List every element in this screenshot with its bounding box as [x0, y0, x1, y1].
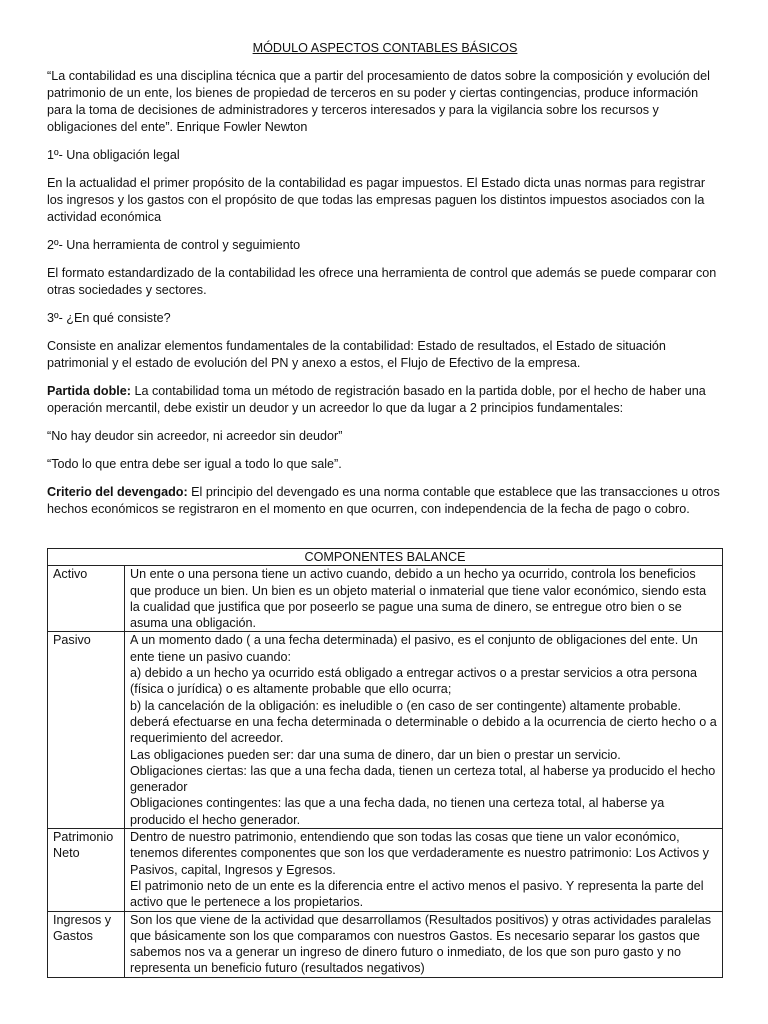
row-key: Patrimonio Neto	[48, 829, 125, 911]
partida-doble-paragraph	[47, 383, 723, 417]
row-line: Obligaciones ciertas: las que a una fecha dada, tienen un certeza total, al haberse ya producido el hecho generador	[130, 763, 716, 795]
partida-doble-body: La contabilidad toma un método de registración basado en la partida doble, por el hecho de haber una operación mercantil, debe existir un deudor y un acreedor lo que da lugar a 2 principios fundamentales:	[47, 384, 706, 415]
section1-heading: 1º- Una obligación legal	[47, 148, 180, 162]
row-line: b) la cancelación de la obligación: es ineludible o (en caso de ser contingente) altamente probable. deberá efectuarse en una fecha determinada o determinable o debido a la ocurrencia de cierto hecho o a requerimiento del acreedor.	[130, 698, 717, 746]
row-value	[125, 911, 723, 977]
row-line: El patrimonio neto de un ente es la diferencia entre el activo menos el pasivo. Y representa la parte del activo que le pertenece a los propietarios.	[130, 878, 704, 910]
row-key: Ingresos y Gastos	[48, 911, 125, 977]
row-value	[125, 829, 723, 911]
row-value	[125, 566, 723, 632]
table-row	[48, 632, 723, 829]
componentes-balance-table	[47, 548, 723, 978]
table-row	[48, 829, 723, 911]
section1-body: En la actualidad el primer propósito de la contabilidad es pagar impuestos. El Estado dicta unas normas para registrar los ingresos y los gastos con el propósito de que todas las empresas paguen los distintos impuestos asociados con la actividad económica	[47, 176, 706, 224]
row-line: a) debido a un hecho ya ocurrido está obligado a entregar activos o a prestar servicios a otra persona (física o jurídica) o es altamente probable que ello ocurra;	[130, 666, 698, 697]
intro-quote: “La contabilidad es una disciplina técnica que a partir del procesamiento de datos sobre la composición y evolución del patrimonio de un ente, los bienes de propiedad de terceros en su poder y ciertas contingencias, produce información para la toma de decisiones de administradores y terceros interesados y para la vigilancia sobre los recursos y obligaciones del ente”. Enrique Fowler Newton	[47, 69, 710, 134]
row-line: A un momento dado ( a una fecha determinada) el pasivo, es el conjunto de obligaciones del ente. Un ente tiene un pasivo cuando:	[130, 633, 698, 664]
devengado-paragraph	[47, 484, 723, 518]
row-line: Las obligaciones pueden ser: dar una suma de dinero, dar un bien o prestar un servicio.	[130, 747, 621, 762]
page-title: MÓDULO ASPECTOS CONTABLES BÁSICOS	[252, 41, 518, 55]
row-line: Son los que viene de la actividad que desarrollamos (Resultados positivos) y otras actividades paralelas que básicamente son los que comparamos con nuestros Gastos. Es necesario separar los gastos que sabemos nos va a generar un ingreso de dinero futuro o inmediato, de los que son puro gasto y no representa un beneficio futuro (resultados negativos)	[130, 912, 712, 976]
table-header: COMPONENTES BALANCE	[48, 549, 723, 566]
principle-1: “No hay deudor sin acreedor, ni acreedor sin deudor”	[47, 429, 343, 443]
section3-body: Consiste en analizar elementos fundamentales de la contabilidad: Estado de resultados, el Estado de situación patrimonial y el estado de evolución del PN y anexo a estos, el Flujo de Efectivo de la empresa.	[47, 339, 666, 370]
devengado-body: El principio del devengado es una norma contable que establece que las transacciones u otros hechos económicos se registraron en el momento en que ocurren, con independencia de la fecha de pago o cobro.	[47, 485, 720, 516]
row-line: Obligaciones contingentes: las que a una fecha dada, no tienen una certeza total, al haberse ya producido el hecho generador.	[130, 796, 665, 827]
table-row	[48, 911, 723, 977]
row-line: Un ente o una persona tiene un activo cuando, debido a un hecho ya ocurrido, controla los beneficios que produce un bien. Un bien es un objeto material o inmaterial que tiene valor económico, siendo esta la cualidad que justifica que por poseerlo se pague una suma de dinero, se entregue otro bien o se asuma una obligación.	[130, 567, 707, 631]
document-page	[47, 40, 723, 529]
row-value	[125, 632, 723, 829]
table-row	[48, 566, 723, 632]
row-key: Pasivo	[48, 632, 125, 829]
principle-2: “Todo lo que entra debe ser igual a todo lo que sale”.	[47, 457, 342, 471]
devengado-label: Criterio del devengado:	[47, 485, 188, 499]
row-key: Activo	[48, 566, 125, 632]
section3-heading: 3º- ¿En qué consiste?	[47, 311, 171, 325]
section2-body: El formato estandardizado de la contabilidad les ofrece una herramienta de control que además se puede comparar con otras sociedades y sectores.	[47, 266, 717, 297]
partida-doble-label: Partida doble:	[47, 384, 131, 398]
row-line: Dentro de nuestro patrimonio, entendiendo que son todas las cosas que tiene un valor económico, tenemos diferentes componentes que son los que verdaderamente es nuestro patrimonio: Los Activos y Pasivos, capital, Ingresos y Egresos.	[130, 830, 709, 877]
section2-heading: 2º- Una herramienta de control y seguimiento	[47, 238, 301, 252]
